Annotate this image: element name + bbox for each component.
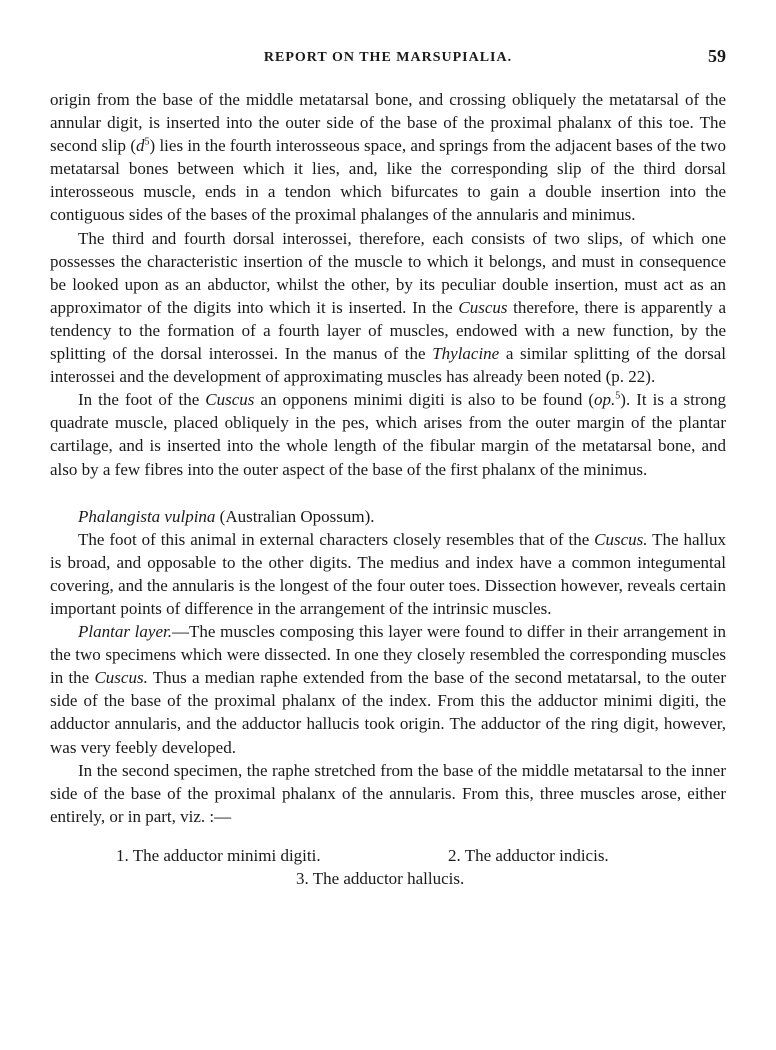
text-span: —The muscles composing this layer were found to differ in their arrangement in the two specimens which were dissected. In one they closely resembled the corresponding muscles in the bbox=[50, 622, 727, 688]
italic-text: Cuscus. bbox=[594, 529, 648, 549]
italic-text: op. bbox=[594, 390, 616, 410]
italic-text: Thylacine bbox=[432, 344, 500, 364]
running-head bbox=[50, 46, 726, 70]
muscle-list bbox=[50, 844, 726, 892]
text-span: The third and fourth dorsal interossei, therefore, each consists of two slips, of which one possesses the characteristic insertion of the muscle to which it belongs, and must in consequence be looked upon as an abductor, whilst the other, by its peculiar double insertion, must act as an approximator of the digits into which it is inserted. In the bbox=[50, 228, 726, 317]
superscript: 5 bbox=[144, 136, 150, 148]
italic-text: Cuscus. bbox=[94, 668, 148, 688]
section-heading-phalangista bbox=[50, 505, 726, 528]
text-span: a similar splitting of the dorsal interossei and the development of approximating muscles has already been noted (p. 22). bbox=[50, 344, 726, 387]
italic-text: Phalangista vulpina bbox=[78, 506, 216, 526]
text-span: ). It is a strong quadrate muscle, placed obliquely in the pes, which arises from the outer margin of the plantar cartilage, and is inserted into the whole length of the fibular margin of the metatarsal bone, and also by a few fibres into the outer aspect of the base of the first phalanx of the minimus. bbox=[50, 390, 727, 479]
page-number: 59 bbox=[708, 46, 726, 66]
body-text bbox=[50, 88, 726, 892]
running-title: REPORT ON THE MARSUPIALIA. bbox=[263, 50, 513, 65]
italic-text: d bbox=[136, 136, 145, 156]
paragraph-dorsal-interossei bbox=[50, 227, 726, 389]
superscript: 5 bbox=[615, 390, 621, 402]
paragraph-continuation bbox=[50, 88, 726, 227]
text-span: The hallux is broad, and opposable to the other digits. The medius and index have a common integumental covering, and the annularis is the longest of the four outer toes. Dissection however, reveals certain important points of difference in the arrangement of the intrinsic muscles. bbox=[50, 529, 727, 618]
italic-text: Cuscus bbox=[205, 390, 255, 410]
paragraph-second-specimen bbox=[50, 759, 726, 828]
italic-text: Plantar layer. bbox=[78, 622, 172, 642]
text-span: In the foot of the bbox=[78, 390, 206, 410]
text-span: an opponens minimi digiti is also to be found ( bbox=[254, 390, 595, 410]
italic-text: Cuscus bbox=[458, 297, 508, 317]
document-page bbox=[50, 0, 726, 1050]
paragraph-foot-description bbox=[50, 528, 726, 620]
list-item: 2. The adductor indicis. bbox=[448, 845, 609, 865]
list-item: 3. The adductor hallucis. bbox=[296, 868, 465, 888]
text-span: origin from the base of the middle metatarsal bone, and crossing obliquely the metatarsal of the annular digit, is inserted into the outer side of the base of the proximal phalanx of this toe. The second slip ( bbox=[50, 90, 726, 156]
text-span: In the second specimen, the raphe stretched from the base of the middle metatarsal to the inner side of the base of the proximal phalanx of the annularis. From this, three muscles arose, either entirely, or in part, viz. :— bbox=[50, 760, 726, 826]
paragraph-opponens bbox=[50, 388, 726, 480]
text-span: The foot of this animal in external characters closely resembles that of the bbox=[78, 529, 595, 549]
paragraph-plantar-layer bbox=[50, 620, 726, 759]
text-span: Thus a median raphe extended from the base of the second metatarsal, to the outer side of the base of the proximal phalanx of the index. From this the adductor minimi digiti, the adductor annularis, and the adductor hallucis took origin. The adductor of the ring digit, however, was very feebly developed. bbox=[50, 668, 726, 757]
text-span: ) lies in the fourth interosseous space, and springs from the adjacent bases of the two metatarsal bones between which it lies, and, like the corresponding slip of the third dorsal interosseous muscle, ends in a tendon which bifurcates to gain a double insertion into the contiguous sides of the bases of the proximal phalanges of the annularis and minimus. bbox=[50, 136, 726, 225]
text-span: therefore, there is apparently a tendency to the formation of a fourth layer of muscles, endowed with a new function, by the splitting of the dorsal interossei. In the manus of the bbox=[50, 297, 726, 364]
text-span: (Australian Opossum). bbox=[215, 506, 375, 526]
list-item: 1. The adductor minimi digiti. bbox=[116, 845, 321, 865]
